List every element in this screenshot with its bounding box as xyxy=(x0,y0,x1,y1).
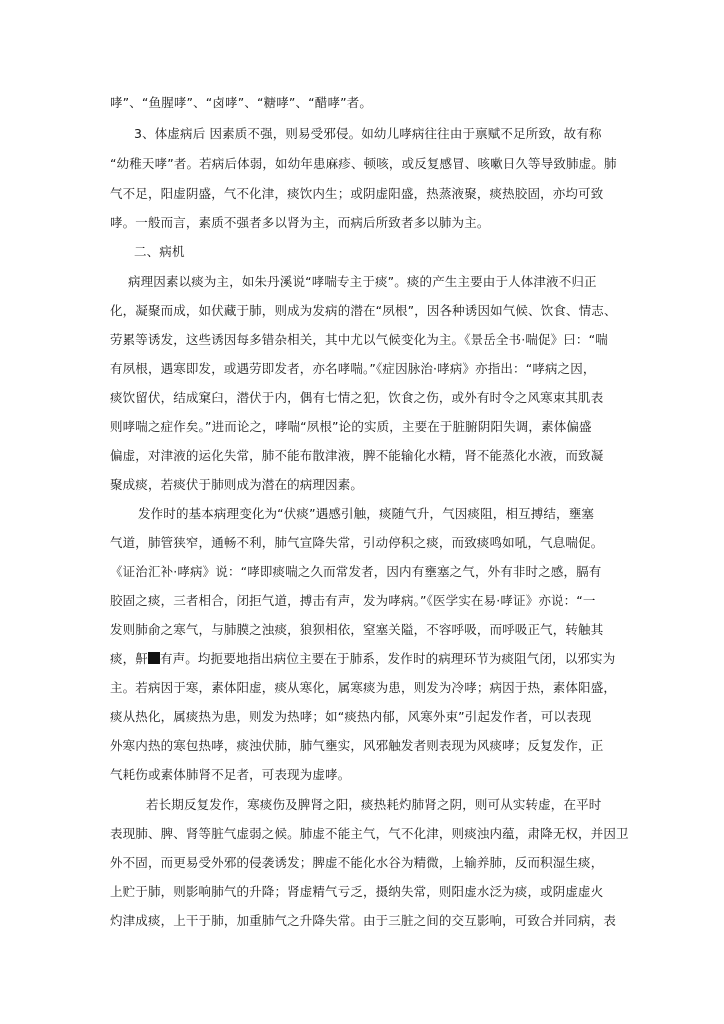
section-3-heading-line: 3、体虚病后 因素质不强，则易受邪侵。如幼儿哮病往往由于禀赋不足所致，故有称 xyxy=(134,126,602,141)
text-line: 痰从热化，属痰热为患，则发为热哮；如“痰热内郁，风寒外束”引起发作者，可以表现 xyxy=(110,709,592,724)
text-line: 气耗伤或素体肺肾不足者，可表现为虚哮。 xyxy=(110,767,351,782)
text-line: 则哮喘之症作矣。”进而论之，哮喘“夙根”论的实质，主要在于脏腑阴阳失调，素体偏盛 xyxy=(110,419,592,434)
text-line: 上贮于肺，则影响肺气的升降；肾虚精气亏乏，摄纳失常，则阳虚水泛为痰，或阴虚虚火 xyxy=(110,884,604,899)
paragraph-start-line: 病理因素以痰为主，如朱丹溪说“哮喘专主于痰”。痰的产生主要由于人体津液不归正 xyxy=(128,274,597,289)
text-line: 表现肺、脾、肾等脏气虚弱之候。肺虚不能主气，气不化津，则痰浊内蕴，肃降无权，并因卫 xyxy=(110,826,629,841)
text-line: 主。若病因于寒，素体阳虚，痰从寒化，属寒痰为患，则发为冷哮；病因于热，素体阳盛， xyxy=(110,680,617,695)
text-line-with-redaction xyxy=(110,651,615,667)
text-line: 外不固，而更易受外邪的侵袭诱发；脾虚不能化水谷为精微，上输养肺，反而积湿生痰， xyxy=(110,855,604,870)
text-line: 发则肺俞之寒气，与肺膜之浊痰，狼狈相依，窒塞关隘，不容呼吸，而呼吸正气，转触其 xyxy=(110,622,604,637)
text-segment: 有声。均扼要地指出病位主要在于肺系，发作时的病理环节为痰阻气闭，以邪实为 xyxy=(159,651,616,666)
text-line: 有夙根，遇寒即发，或遇劳即发者，亦名哮喘。”《症因脉治·哮病》亦指出：“哮病之因， xyxy=(110,361,596,376)
text-line: 气不足，阳虚阴盛，气不化津，痰饮内生；或阴虚阳盛，热蒸液聚，痰热胶固，亦均可致 xyxy=(110,186,604,201)
paragraph-start-line: 若长期反复发作，寒痰伤及脾肾之阳，痰热耗灼肺肾之阴，则可从实转虚，在平时 xyxy=(146,797,602,812)
text-line: 聚成痰，若痰伏于肺则成为潜在的病理因素。 xyxy=(110,477,364,492)
text-line: 偏虚，对津液的运化失常，肺不能布散津液，脾不能输化水精，肾不能蒸化水液，而致凝 xyxy=(110,448,604,463)
text-line: 哮。一般而言，素质不强者多以肾为主，而病后所致者多以肺为主。 xyxy=(110,215,490,230)
text-line: 哮”、“鱼腥哮”、“卤哮”、“糖哮”、“醋哮”者。 xyxy=(110,95,373,110)
text-line: 痰饮留伏，结成窠臼，潜伏于内，偶有七情之犯，饮食之伤，或外有时令之风寒束其肌表 xyxy=(110,390,604,405)
text-line: 劳累等诱发，这些诱因每多错杂相关，其中尤以气候变化为主。《景岳全书·喘促》曰：“喘 xyxy=(110,332,608,347)
text-segment: 痰，鼾 xyxy=(110,651,148,666)
text-line: 外寒内热的寒包热哮，痰浊伏肺，肺气壅实，风邪触发者则表现为风痰哮；反复发作，正 xyxy=(110,738,604,753)
text-line: 灼津成痰，上干于肺，加重肺气之升降失常。由于三脏之间的交互影响，可致合并同病，表 xyxy=(110,913,617,928)
section-heading-pathogenesis: 二、病机 xyxy=(134,244,185,259)
text-line: 化，凝聚而成，如伏藏于肺，则成为发病的潜在“夙根”，因各种诱因如气候、饮食、情志、 xyxy=(110,303,617,318)
text-line: “幼稚天哮”者。若病后体弱，如幼年患麻疹、顿咳，或反复感冒、咳嗽日久等导致肺虚。肺 xyxy=(110,156,617,171)
text-line: 气道，肺管狭窄，通畅不利，肺气宣降失常，引动停积之痰，而致痰鸣如吼，气息喘促。 xyxy=(110,535,604,550)
text-line: 《证治汇补·哮病》说：“哮即痰喘之久而常发者，因内有壅塞之气，外有非时之感，膈有 xyxy=(110,564,602,579)
text-line: 胶固之痰，三者相合，闭拒气道，搏击有声，发为哮病。”《医学实在易·哮证》亦说：“一 xyxy=(110,593,596,608)
paragraph-start-line: 发作时的基本病理变化为“伏痰”遇感引触，痰随气升，气因痰阻，相互搏结，壅塞 xyxy=(138,506,595,521)
redaction-block xyxy=(148,652,160,664)
